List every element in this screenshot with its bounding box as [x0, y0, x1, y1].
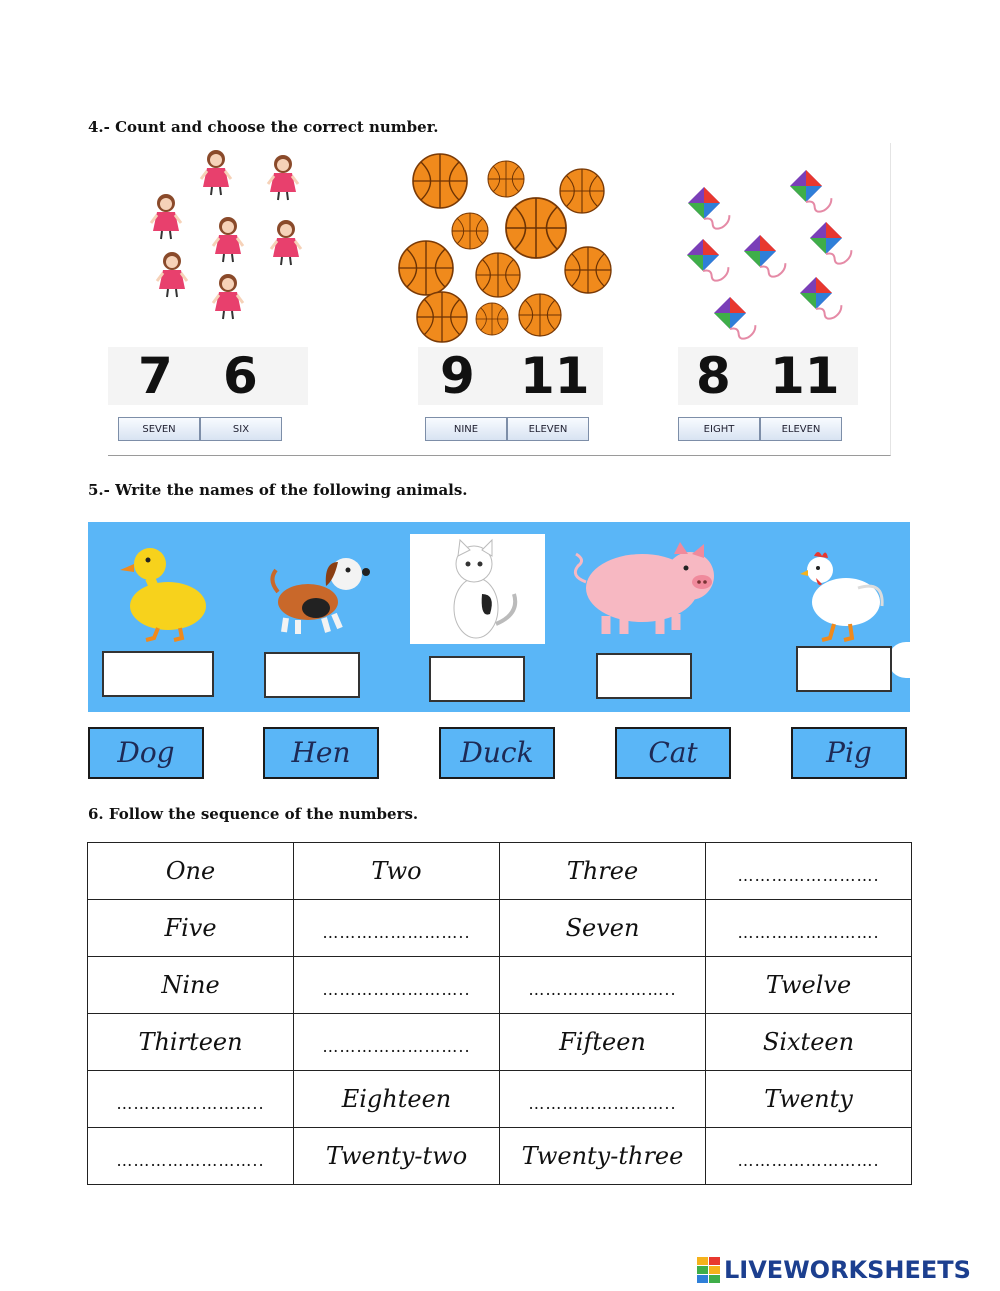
table-row: [88, 1128, 912, 1185]
table-row: [88, 900, 912, 957]
dolls-picture: [128, 143, 328, 343]
choice-button[interactable]: SEVEN: [118, 417, 200, 441]
hen-answer-input[interactable]: [796, 646, 892, 692]
cat-picture: [410, 534, 545, 644]
pig-picture: [562, 536, 742, 646]
choice-button[interactable]: ELEVEN: [760, 417, 842, 441]
table-cell: Twenty-two: [294, 1128, 500, 1185]
number-options-strip: [678, 347, 858, 405]
section-4-heading: 4.- Count and choose the correct number.: [88, 118, 439, 136]
number-option[interactable]: 6: [223, 347, 258, 405]
liveworksheets-logo: [697, 1255, 971, 1285]
table-cell: Eighteen: [294, 1071, 500, 1128]
table-row: [88, 843, 912, 900]
logo-blocks-icon: [697, 1257, 721, 1283]
kite-icon: [744, 235, 787, 280]
basketball-icon: [452, 213, 488, 249]
basketball-icon: [560, 169, 604, 213]
blank-cell[interactable]: ……………………..: [500, 1071, 706, 1128]
table-cell: Five: [88, 900, 294, 957]
number-options-strip: [418, 347, 603, 405]
doll-icon: [151, 194, 181, 239]
doll-icon: [213, 274, 243, 319]
animals-panel: [88, 522, 910, 712]
basketball-icon: [399, 241, 453, 295]
doll-icon: [213, 217, 243, 262]
blank-cell[interactable]: …………………….: [706, 1128, 912, 1185]
table-row: [88, 957, 912, 1014]
name-card[interactable]: Dog: [88, 727, 204, 779]
table-cell: Twenty-three: [500, 1128, 706, 1185]
table-cell: One: [88, 843, 294, 900]
duck-picture: [110, 534, 220, 644]
basketball-icon: [506, 198, 566, 258]
count-exercise-panel: [108, 143, 891, 456]
table-cell: Nine: [88, 957, 294, 1014]
number-sequence-table: [87, 842, 912, 1185]
kite-icon: [800, 277, 843, 322]
choice-button[interactable]: EIGHT: [678, 417, 760, 441]
basketball-icon: [476, 303, 508, 335]
table-row: [88, 1071, 912, 1128]
table-cell: Three: [500, 843, 706, 900]
basketball-icon: [488, 161, 524, 197]
basketball-icon: [476, 253, 520, 297]
cat-card: [410, 534, 545, 644]
name-card[interactable]: Pig: [791, 727, 907, 779]
name-card[interactable]: Cat: [615, 727, 731, 779]
section-6-heading: 6. Follow the sequence of the numbers.: [88, 805, 419, 823]
name-card[interactable]: Hen: [263, 727, 379, 779]
doll-icon: [201, 150, 231, 195]
kite-icon: [790, 170, 833, 215]
kite-icon: [687, 239, 730, 284]
basketball-icon: [565, 247, 611, 293]
basketball-icon: [519, 294, 561, 336]
balls-picture: [398, 143, 618, 343]
table-cell: Seven: [500, 900, 706, 957]
table-cell: Twenty: [706, 1071, 912, 1128]
dog-answer-input[interactable]: [264, 652, 360, 698]
choice-button[interactable]: NINE: [425, 417, 507, 441]
table-cell: Twelve: [706, 957, 912, 1014]
blank-cell[interactable]: …………………….: [706, 843, 912, 900]
basketball-icon: [413, 154, 467, 208]
table-cell: Sixteen: [706, 1014, 912, 1071]
duck-answer-input[interactable]: [102, 651, 214, 697]
name-card[interactable]: Duck: [439, 727, 555, 779]
table-cell: Fifteen: [500, 1014, 706, 1071]
choice-button[interactable]: SIX: [200, 417, 282, 441]
number-option[interactable]: 11: [770, 347, 840, 405]
number-option[interactable]: 11: [520, 347, 590, 405]
table-cell: Thirteen: [88, 1014, 294, 1071]
blank-cell[interactable]: …………………….: [706, 900, 912, 957]
kite-icon: [688, 187, 731, 232]
number-option[interactable]: 9: [440, 347, 475, 405]
number-option[interactable]: 8: [696, 347, 731, 405]
kite-icon: [714, 297, 757, 342]
blank-cell[interactable]: ……………………..: [88, 1128, 294, 1185]
table-cell: Two: [294, 843, 500, 900]
brand-name: LIVEWORKSHEETS: [724, 1256, 971, 1284]
section-5-heading: 5.- Write the names of the following animals.: [88, 481, 468, 499]
pig-answer-input[interactable]: [596, 653, 692, 699]
blank-cell[interactable]: ……………………..: [294, 1014, 500, 1071]
blank-cell[interactable]: ……………………..: [500, 957, 706, 1014]
doll-icon: [157, 252, 187, 297]
kites-picture: [668, 143, 883, 343]
kite-icon: [810, 222, 853, 267]
choice-button[interactable]: ELEVEN: [507, 417, 589, 441]
basketball-icon: [417, 292, 467, 342]
blank-cell[interactable]: ……………………..: [88, 1071, 294, 1128]
cat-answer-input[interactable]: [429, 656, 525, 702]
blank-cell[interactable]: ……………………..: [294, 900, 500, 957]
doll-icon: [271, 220, 301, 265]
table-row: [88, 1014, 912, 1071]
dog-picture: [268, 540, 378, 650]
blank-cell[interactable]: ……………………..: [294, 957, 500, 1014]
hen-picture: [788, 540, 898, 650]
doll-icon: [268, 155, 298, 200]
number-option[interactable]: 7: [138, 347, 173, 405]
number-options-strip: [108, 347, 308, 405]
